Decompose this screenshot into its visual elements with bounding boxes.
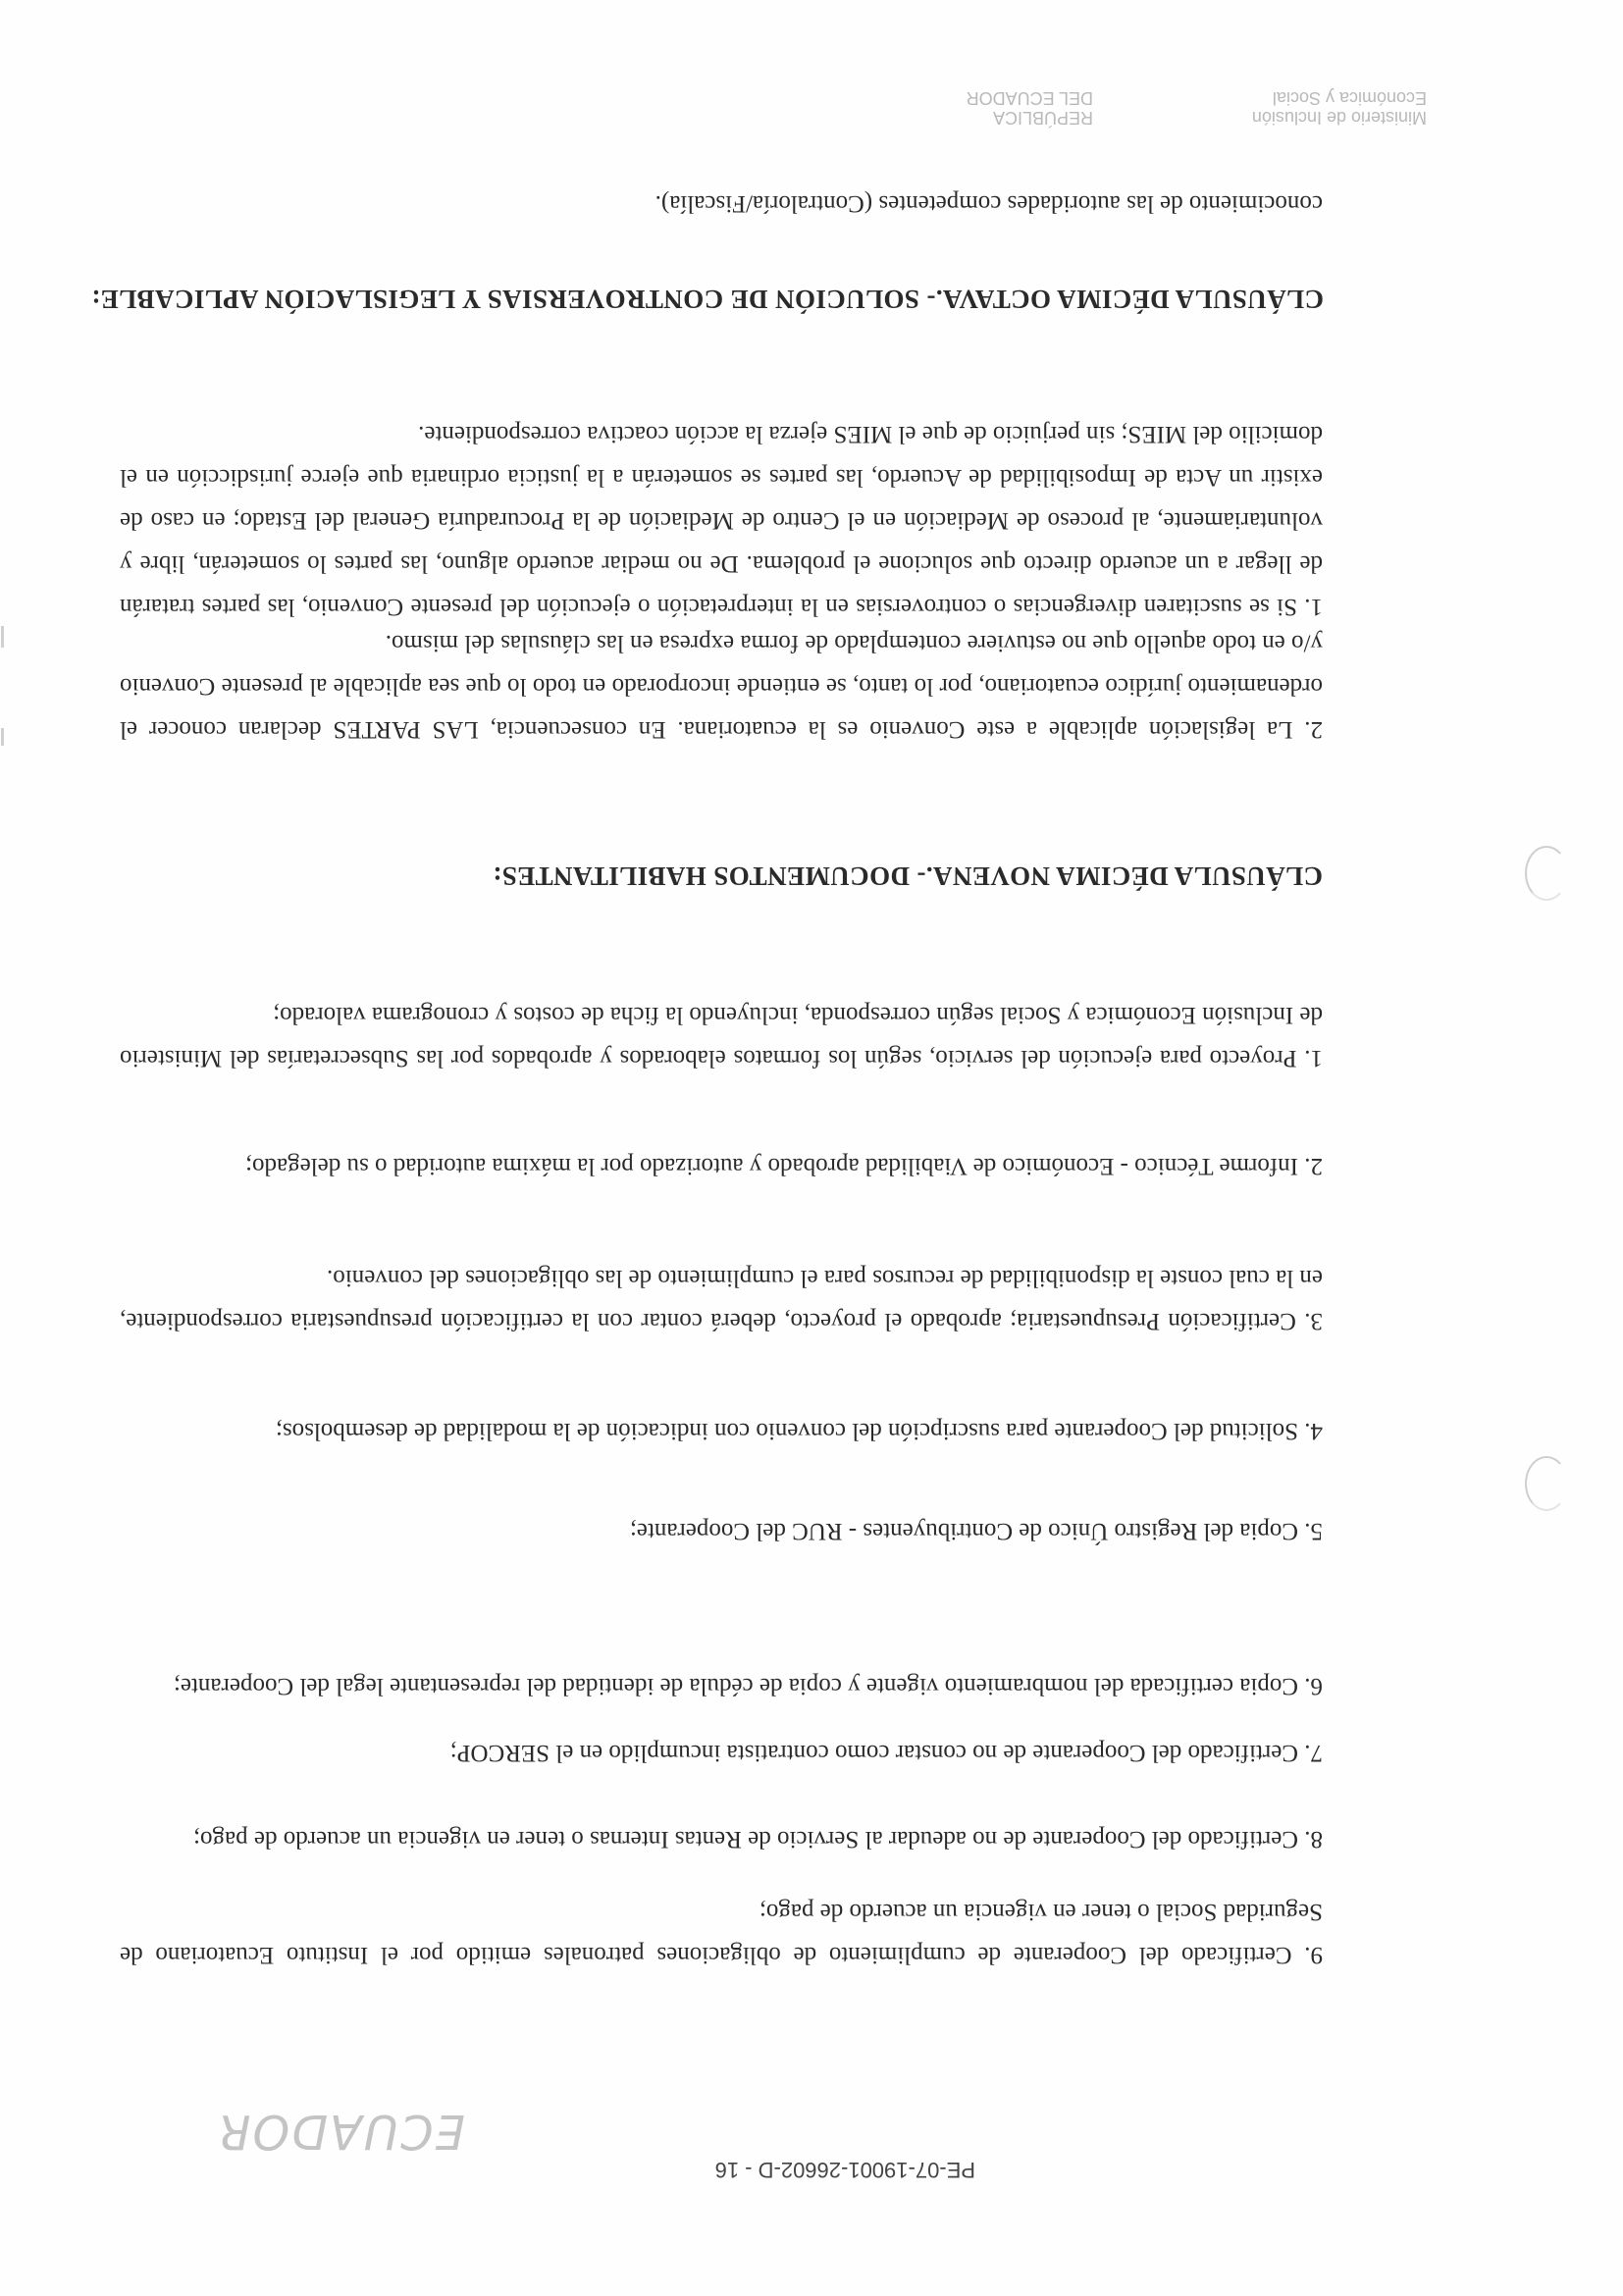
reference-code: PE-07-19001-26602-D - 16 (714, 2158, 975, 2182)
intro-line: conocimiento de las autoridades competentes (Contraloría/Fiscalía). (654, 190, 1323, 217)
enabling-document-6: 6. Copia certificada del nombramiento vigente y copia de cédula de identidad del representante legal del Cooperante; (173, 1673, 1323, 1699)
clause-19-heading: CLÁUSULA DÉCIMA NOVENA.- DOCUMENTOS HABILITANTES: (493, 861, 1323, 891)
republic-stamp-line: DEL ECUADOR (966, 88, 1093, 108)
clause-18-heading: CLÁUSULA DÉCIMA OCTAVA.- SOLUCIÓN DE CONTROVERSIAS Y LEGISLACIÓN APLICABLE: (91, 285, 1324, 314)
republic-stamp (967, 88, 1093, 128)
enabling-document-5: 5. Copia del Registro Único de Contribuyentes - RUC del Cooperante; (629, 1518, 1323, 1544)
margin-mark (1, 626, 4, 648)
punch-hole (1525, 846, 1568, 901)
ministry-stamp-line: Ministerio de Inclusión (1251, 108, 1427, 128)
punch-hole (1525, 1456, 1568, 1511)
enabling-document-9: 9. Certificado del Cooperante de cumplimiento de obligaciones patronales emitido por el Instituto Ecuatoriano de Seguridad Social o tener en vigencia un acuerdo de pago; (120, 1899, 1323, 1968)
clause-18-paragraph-1: 1. Si se suscitaren divergencias o controversias en la interpretación o ejecución del presente Convenio, las partes tratarán de llegar a un acuerdo directo que solucione el problema. De no mediar acuerdo alguno, las partes lo someterán, libre y voluntariamente, al proceso de Mediación en el Centro de Mediación de la Procuraduría General del Estado; en caso de existir un Acta de Imposibilidad de Acuerdo, las partes se someterán a la justicia ordinaria que ejerce jurisdicción en el domicilio del MIES; sin perjuicio de que el MIES ejerza la acción coactiva correspondiente. (120, 421, 1323, 620)
ministry-stamp (1252, 88, 1427, 128)
enabling-document-4: 4. Solicitud del Cooperante para suscripción del convenio con indicación de la modalidad de desembolsos; (275, 1418, 1323, 1444)
republic-stamp-line: REPÚBLICA (992, 108, 1093, 128)
enabling-document-2: 2. Informe Técnico - Económico de Viabilidad aprobado y autorizado por la máxima autoridad o su delegado; (245, 1153, 1323, 1179)
margin-mark (1, 728, 4, 746)
enabling-document-8: 8. Certificado del Cooperante de no adeudar al Servicio de Rentas Internas o tener en vigencia un acuerdo de pago; (193, 1826, 1323, 1852)
ministry-stamp-line: Económica y Social (1272, 88, 1427, 108)
clause-18-paragraph-2: 2. La legislación aplicable a este Convenio es la ecuatoriana. En consecuencia, LAS PARTES declaran conocer el ordenamiento jurídico ecuatoriano, por lo tanto, se entiende incorporado en todo lo que sea aplicable al presente Convenio y/o en todo aquello que no estuviere contemplado de forma expresa en las cláusulas del mismo. (120, 630, 1323, 743)
ecuador-stamp: ECUADOR (216, 2104, 465, 2159)
enabling-document-3: 3. Certificación Presupuestaria; aprobado el proyecto, deberá contar con la certificación presupuestaria correspondiente, en la cual conste la disponibilidad de recursos para el cumplimiento de las obligaciones del convenio. (120, 1265, 1323, 1334)
enabling-document-1: 1. Proyecto para ejecución del servicio, según los formatos elaborados y aprobados por las Subsecretarías del Ministerio de Inclusión Económica y Social según corresponda, incluyendo la ficha de costos y cronograma valorado; (120, 1002, 1323, 1071)
enabling-document-7: 7. Certificado del Cooperante de no constar como contratista incumplido en el SERCOP; (449, 1740, 1323, 1766)
